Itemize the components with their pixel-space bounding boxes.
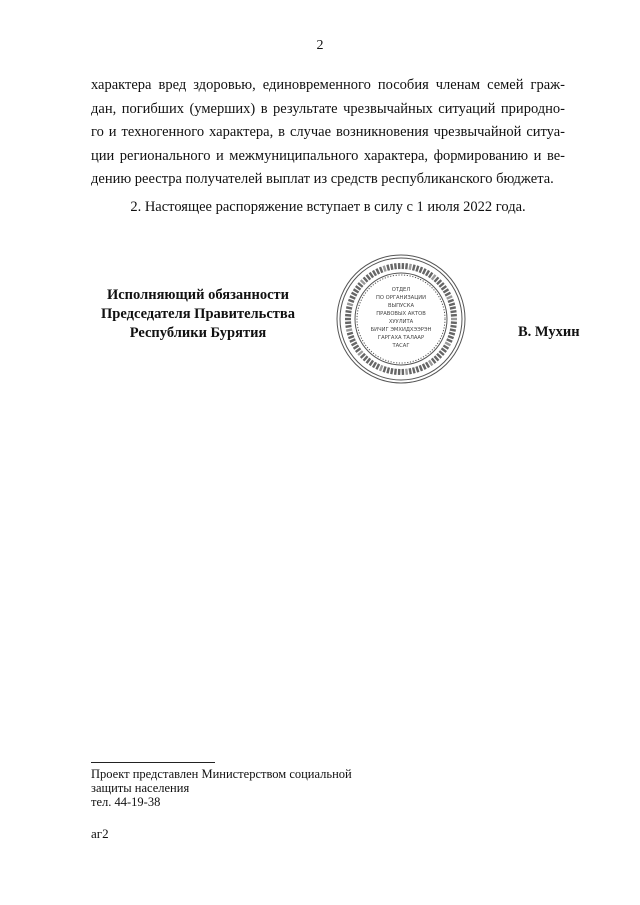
seal-ring-mark bbox=[345, 321, 351, 324]
round-seal-icon bbox=[335, 253, 467, 385]
paragraph-line: дению реестра получателей выплат из средств республиканского бюджета. bbox=[91, 171, 554, 187]
seal-ring-mark bbox=[345, 314, 351, 317]
seal-ring-mark bbox=[450, 306, 456, 310]
seal-ring-mark bbox=[451, 318, 457, 320]
stamp-line: БИЧИГ ЭМХИДХЭЭРЭН bbox=[370, 327, 432, 333]
stamp-line: ПРАВОВЫХ АКТОВ bbox=[376, 311, 426, 317]
seal-ring-mark bbox=[386, 367, 390, 373]
footnote-line: защиты населения bbox=[91, 781, 190, 795]
stamp-line: ВЫПУСКА bbox=[387, 303, 415, 309]
footnote-line: тел. 44-19-38 bbox=[91, 795, 161, 809]
seal-ring-mark bbox=[383, 366, 387, 372]
paragraph-line: характера вред здоровью, единовременного пособия членам семей граж- bbox=[91, 77, 565, 93]
seal-ring-mark bbox=[398, 263, 401, 269]
seal-ring-mark bbox=[347, 332, 353, 336]
paragraph-1 bbox=[91, 74, 565, 192]
seal-ring-mark bbox=[346, 306, 352, 310]
seal-ring-mark bbox=[412, 264, 416, 270]
seal-ring-mark bbox=[405, 369, 408, 375]
signatory-title bbox=[92, 286, 304, 343]
paragraph-2: 2. Настоящее распоряжение вступает в силу с 1 июля 2022 года. bbox=[130, 199, 526, 215]
stamp-line: ОТДЕЛ bbox=[391, 287, 411, 293]
seal-ring-mark bbox=[450, 325, 456, 328]
page-number: 2 bbox=[316, 38, 324, 53]
seal-ring-mark bbox=[450, 328, 456, 332]
seal-ring-mark bbox=[345, 325, 351, 328]
seal-ring-mark bbox=[448, 335, 454, 339]
signatory-title-line: Председателя Правительства bbox=[101, 306, 295, 322]
stamp-line: ХУУЛИТА bbox=[388, 319, 414, 325]
seal-ring-mark bbox=[451, 314, 457, 317]
seal-ring-mark bbox=[402, 263, 405, 269]
seal-ring-mark bbox=[379, 267, 383, 273]
seal-ring-mark bbox=[345, 310, 351, 313]
seal-ring-mark bbox=[449, 302, 455, 306]
footnote-line: Проект представлен Министерством социальной bbox=[91, 767, 352, 781]
seal-ring-mark bbox=[394, 263, 397, 269]
seal-ring-mark bbox=[346, 328, 352, 332]
seal-ring-mark bbox=[448, 299, 454, 303]
seal-ring-mark bbox=[419, 365, 423, 371]
paragraph-line: го и техногенного характера, в случае возникновения чрезвычайной ситуа- bbox=[91, 124, 565, 140]
stamp-line: ПО ОРГАНИЗАЦИИ bbox=[375, 295, 427, 301]
seal-ring-mark bbox=[347, 302, 353, 306]
seal-ring-mark bbox=[390, 264, 393, 270]
footnote bbox=[91, 767, 352, 809]
seal-ring-mark bbox=[419, 267, 423, 273]
seal-ring-mark bbox=[348, 299, 354, 303]
seal-ring-mark bbox=[390, 368, 393, 374]
seal-ring-mark bbox=[348, 335, 354, 339]
seal-ring-mark bbox=[402, 369, 405, 375]
seal-ring-mark bbox=[345, 318, 351, 320]
paragraph-line: дан, погибших (умерших) в результате чрезвычайных ситуаций природно- bbox=[91, 100, 565, 117]
seal-ring-mark bbox=[386, 264, 390, 270]
stamp-line: ГАРГАХА ТАЛААР bbox=[377, 335, 425, 341]
seal-ring-mark bbox=[412, 367, 416, 373]
paragraph-line: ции регионального и межмуниципального характера, формированию и ве- bbox=[91, 147, 565, 164]
seal-ring-mark bbox=[415, 366, 419, 372]
signatory-title-line: Исполняющий обязанности bbox=[106, 287, 290, 303]
seal-ring-mark bbox=[450, 310, 456, 313]
seal-ring-mark bbox=[451, 321, 457, 324]
footnote-divider bbox=[91, 762, 215, 763]
seal-ring-mark bbox=[449, 332, 455, 336]
seal-ring-mark bbox=[383, 265, 387, 271]
seal-ring-mark bbox=[405, 263, 408, 269]
stamp-line: ТАСАГ bbox=[392, 343, 410, 349]
seal-ring-mark bbox=[398, 369, 401, 375]
document-code: аг2 bbox=[91, 826, 109, 841]
signatory-name: В. Мухин bbox=[518, 324, 580, 340]
seal-ring-mark bbox=[394, 369, 397, 375]
signatory-title-line: Республики Бурятия bbox=[129, 325, 267, 341]
seal-ring-mark bbox=[408, 368, 411, 374]
seal-ring-mark bbox=[415, 265, 419, 271]
seal-ring-mark bbox=[379, 365, 383, 371]
seal-ring-mark bbox=[408, 264, 411, 270]
